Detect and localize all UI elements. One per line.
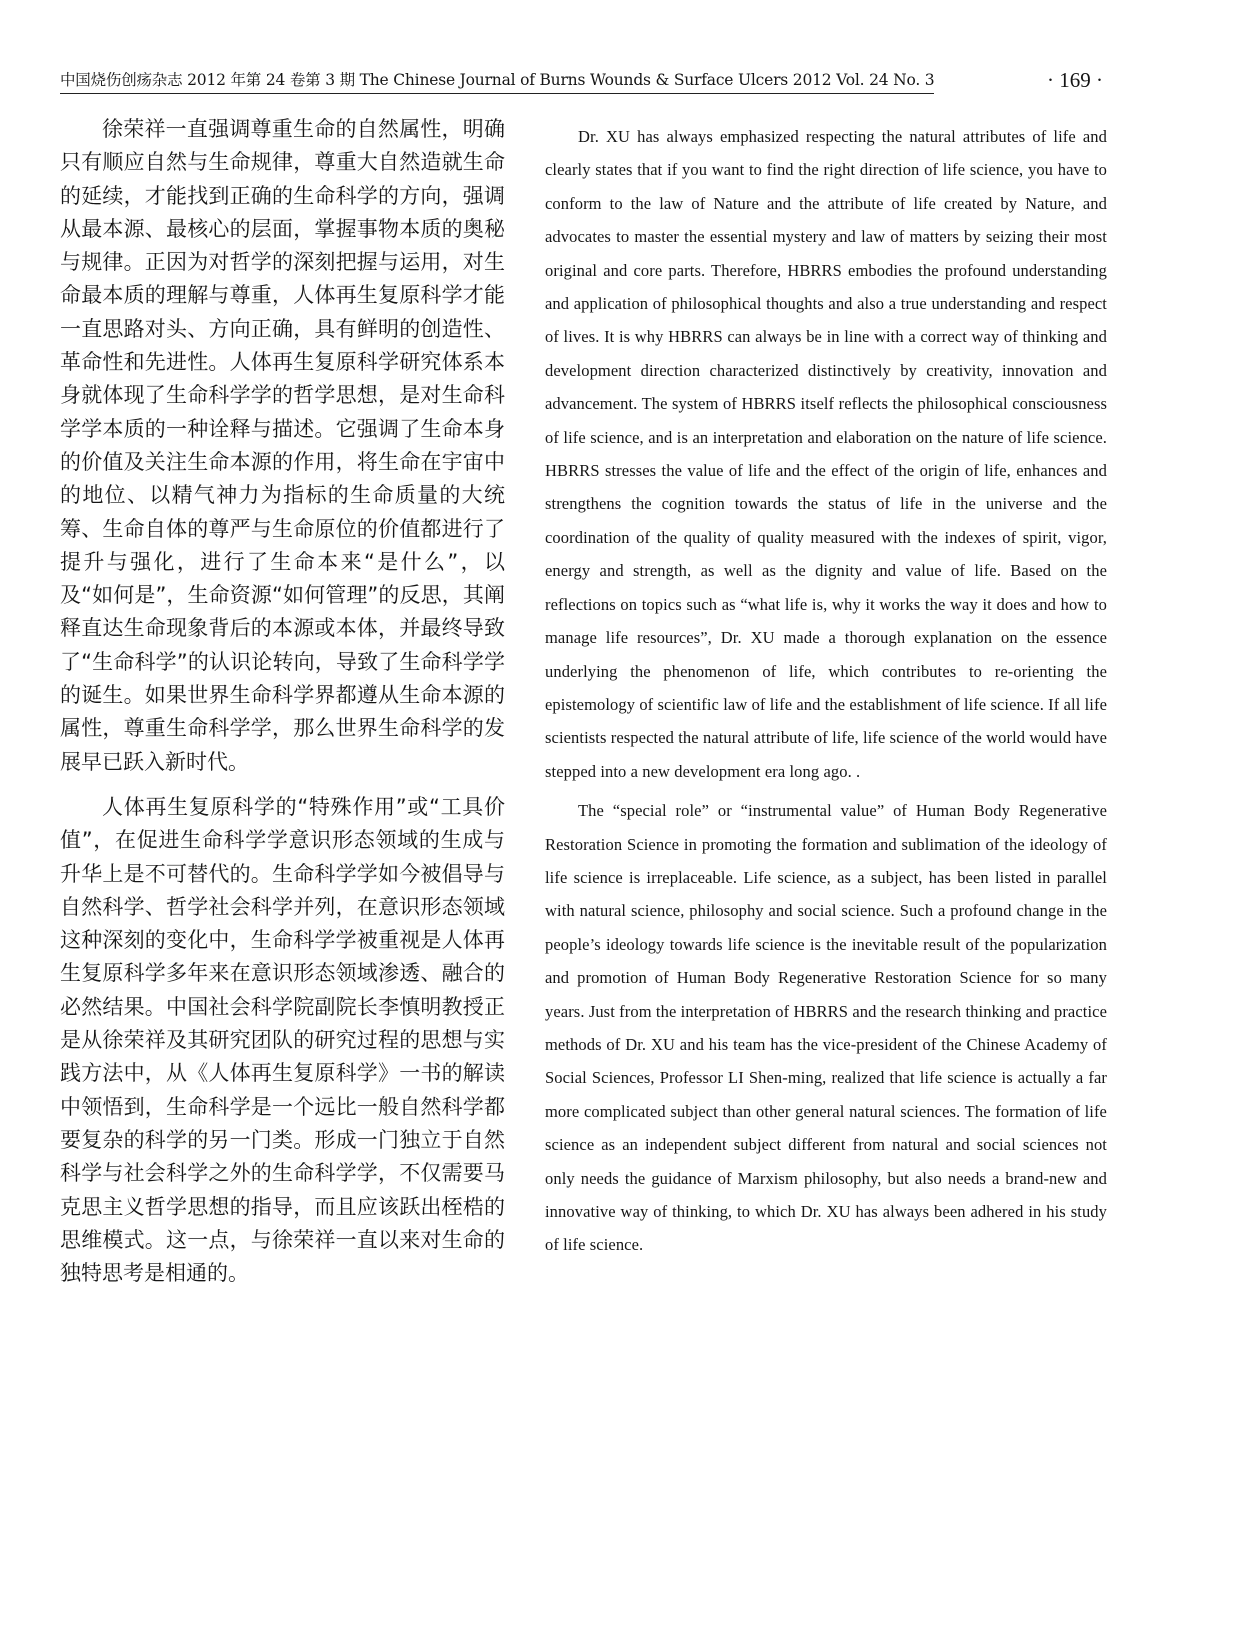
english-paragraph-2: The “special role” or “instrumental value” of Human Body Regenerative Restoration Science in promoting the formation and sublimation of the ideology of life science is irreplaceable. Life science, as a subject, has been listed in parallel with natural science, philosophy and social science. Such a profound change in the people’s ideology towards life science is the inevitable result of the popularization and promotion of Human Body Regenerative Restoration Science for so many years. Just from the interpretation of HBRRS and the research thinking and practice methods of Dr. XU and his team has the vice-president of the Chinese Academy of Social Sciences, Professor LI Shen-ming, realized that life science is actually a far more complicated subject than other general natural sciences. The formation of life science as an independent subject different from natural and social sciences not only needs the guidance of Marxism philosophy, but also needs a brand-new and innovative way of thinking, to which Dr. XU has always been adhered in his study of life science. xyxy=(545,801,1107,1255)
chinese-paragraph-1: 徐荣祥一直强调尊重生命的自然属性，明确只有顺应自然与生命规律，尊重大自然造就生命的延续，才能找到正确的生命科学的方向，强调从最本源、最核心的层面，掌握事物本质的奥秘与规律。正因为对哲学的深刻把握与运用，对生命最本质的理解与尊重，人体再生复原科学才能一直思路对头、方向正确，具有鲜明的创造性、革命性和先进性。人体再生复原科学研究体系本身就体现了生命科学学的哲学思想，是对生命科学学本质的一种诠释与描述。它强调了生命本身的价值及关注生命本源的作用，将生命在宇宙中的地位、以精气神力为指标的生命质量的大统筹、生命自体的尊严与生命原位的价值都进行了提升与强化，进行了生命本来“是什么”，以及“如何是”，生命资源“如何管理”的反思，其阐释直达生命现象背后的本源或本体，并最终导致了“生命科学”的认识论转向，导致了生命科学学的诞生。如果世界生命科学界都遵从生命本源的属性，尊重生命科学学，那么世界生命科学的发展早已跃入新时代。 xyxy=(60,117,505,774)
page-number: · 169 · xyxy=(1047,68,1103,92)
chinese-column xyxy=(60,113,505,1302)
journal-citation: 中国烧伤创疡杂志 2012 年第 24 卷第 3 期 The Chinese Journal of Burns Wounds & Surface Ulcers 2012 Vol. 24 No. 3 xyxy=(60,68,934,94)
english-paragraph-1: Dr. XU has always emphasized respecting the natural attributes of life and clearly states that if you want to find the right direction of life science, you have to conform to the law of Nature and the attribute of life created by Nature, and advocates to master the essential mystery and law of matters by seizing their most original and core parts. Therefore, HBRRS embodies the profound understanding and application of philosophical thoughts and also a true understanding and respect of lives. It is why HBRRS can always be in line with a correct way of thinking and development direction characterized distinctively by creativity, innovation and advancement. The system of HBRRS itself reflects the philosophical consciousness of life science, and is an interpretation and elaboration on the nature of life science. HBRRS stresses the value of life and the effect of the origin of life, enhances and strengthens the cognition towards the status of life in the universe and the coordination of the quality of quality measured with the indexes of spirit, vigor, energy and strength, as well as the dignity and value of life. Based on the reflections on topics such as “what life is, why it works the way it does and how to manage life resources”, Dr. XU made a thorough explanation on the essence underlying the phenomenon of life, which contributes to re-orienting the epistemology of scientific law of life and the establishment of life science. If all life scientists respected the natural attribute of life, life science of the world would have stepped into a new development era long ago. . xyxy=(545,127,1107,781)
english-column xyxy=(545,120,1107,1268)
chinese-paragraph-2: 人体再生复原科学的“特殊作用”或“工具价值”，在促进生命科学学意识形态领域的生成与升华上是不可替代的。生命科学学如今被倡导与自然科学、哲学社会科学并列，在意识形态领域这种深刻的变化中，生命科学学被重视是人体再生复原科学多年来在意识形态领域渗透、融合的必然结果。中国社会科学院副院长李慎明教授正是从徐荣祥及其研究团队的研究过程的思想与实践方法中，从《人体再生复原科学》一书的解读中领悟到，生命科学是一个远比一般自然科学都要复杂的科学的另一门类。形成一门独立于自然科学与社会科学之外的生命科学学，不仅需要马克思主义哲学思想的指导，而且应该跃出桎梏的思维模式。这一点，与徐荣祥一直以来对生命的独特思考是相通的。 xyxy=(60,794,505,1286)
running-header xyxy=(60,68,1110,98)
